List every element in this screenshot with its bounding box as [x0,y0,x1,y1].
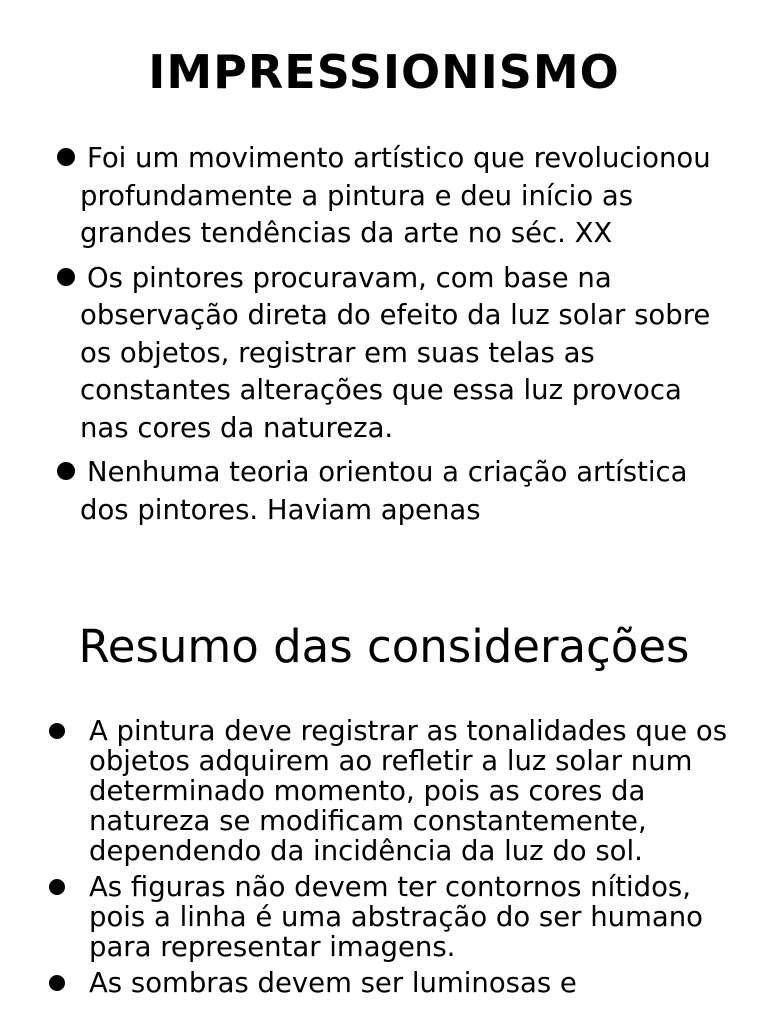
bullet-text-first-line: Os pintores procuravam, com base na [87,261,612,294]
bullet-text: revolucionou profundamente a pintura e deu início as grandes tendências da arte no séc. XX [80,142,711,249]
bullet-list [0,716,768,1004]
bullet-icon [49,879,65,895]
bullet-list [0,140,768,536]
bullet-icon [57,462,75,480]
slide-title: Resumo das considerações [78,620,690,673]
slide-resumo [0,582,768,1024]
bullet-text-first-line: Foi um movimento artístico que [87,142,525,174]
bullet-text: As figuras não devem ter contornos nítidos, pois a linha é uma abstração do ser humano para representar imagens. [89,871,703,963]
bullet-text-first-line: Nenhuma teoria orientou a criação [87,456,568,488]
bullet-icon [49,723,65,739]
list-item [0,968,768,998]
bullet-text: observação direta do efeito da luz solar sobre os objetos, registrar em suas telas as constantes alterações que essa luz provoca nas cores da natureza. [80,299,711,444]
list-item [0,454,768,529]
bullet-text: As sombras devem ser luminosas e [89,967,577,999]
slide-title: IMPRESSIONISMO [148,45,620,99]
list-item [0,872,768,962]
bullet-icon [57,268,75,286]
list-item [0,140,768,253]
bullet-icon [57,148,75,166]
list-item [0,260,768,448]
bullet-text: A pintura deve registrar as tonalidades que os objetos adquirem ao refletir a luz solar num determinado momento, pois as cores da natureza se modificam constantemente, dependendo da incidência da luz do sol. [89,715,728,867]
bullet-icon [49,975,65,991]
bullet-text: artística dos pintores. Haviam apenas [80,456,688,526]
list-item [0,716,768,866]
